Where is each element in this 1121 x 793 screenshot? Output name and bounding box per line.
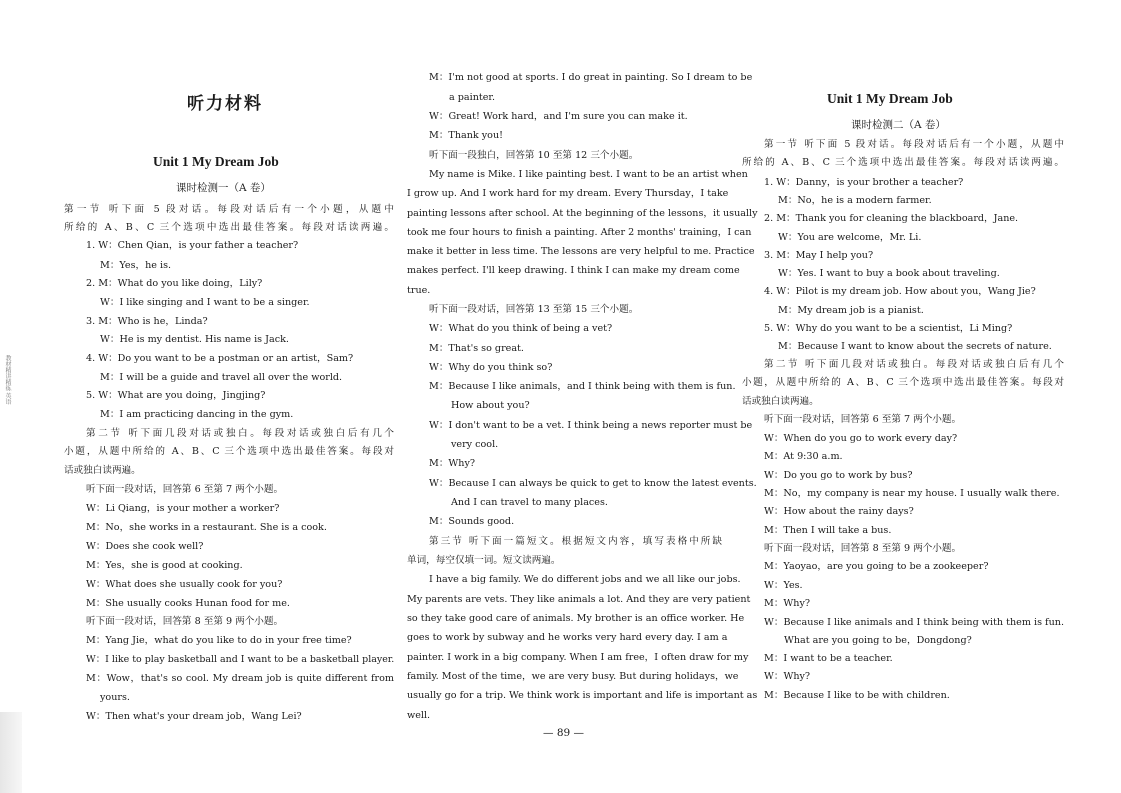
dialogue-line: W：You are welcome，Mr. Li. (778, 232, 922, 243)
dialogue-line: M：No，she works in a restaurant. She is a cook. (86, 522, 327, 533)
dialogue-line: W：Because I like animals and I think being with them is fun. (764, 617, 1064, 628)
dialogue-line: M：Because I want to know about the secrets of nature. (778, 341, 1052, 352)
dialogue-line: M：I want to be a teacher. (764, 653, 893, 664)
dialogue-line: W：He is my dentist. His name is Jack. (100, 334, 289, 345)
dialogue-line: 1. W：Danny，is your brother a teacher? (764, 177, 964, 188)
dialogue-line: W：Great! Work hard，and I'm sure you can make it. (429, 111, 688, 122)
passage-line: makes perfect. I'll keep drawing. I think I can make my dream come (407, 265, 740, 276)
dialogue-line: W：What do you think of being a vet? (429, 323, 613, 334)
passage-line: took me four hours to finish a painting. After 2 months' training，I can (407, 227, 752, 238)
dialogue-line: 4. W：Pilot is my dream job. How about you，Wang Jie? (764, 286, 1036, 297)
instruction-line: 听下面一段独白，回答第 10 至第 12 三个小题。 (429, 150, 639, 161)
dialogue-line: very cool. (451, 439, 499, 450)
dialogue-line: M：Yang Jie，what do you like to do in your free time? (86, 635, 352, 646)
unit-title: Unit 1 My Dream Job (827, 91, 953, 106)
passage-line: family. Most of the time，we are very busy. But during holidays，we (407, 671, 739, 682)
section-header: 第三节 听下面一篇短文。根据短文内容，填写表格中所缺 (429, 536, 722, 547)
section-text: 所给的 A、B、C 三个选项中选出最佳答案。每段对话读两遍。 (742, 157, 1064, 168)
dialogue-line: M：She usually cooks Hunan food for me. (86, 598, 290, 609)
passage-line: I have a big family. We do different jobs and we all like our jobs. (429, 574, 741, 585)
dialogue-line: M：No，he is a modern farmer. (778, 195, 932, 206)
dialogue-line: 5. W：Why do you want to be a scientist，Li Ming? (764, 323, 1013, 334)
dialogue-line: 1. W：Chen Qian，is your father a teacher? (86, 240, 299, 251)
section-header: 第一节 听下面 5 段对话。每段对话后有一个小题，从题中 (64, 204, 394, 215)
dialogue-line: W：I like singing and I want to be a singer. (100, 297, 310, 308)
dialogue-line: 3. M：May I help you? (764, 250, 874, 261)
passage-line: My name is Mike. I like painting best. I want to be an artist when (429, 169, 748, 180)
instruction-line: 听下面一段对话，回答第 6 至第 7 两个小题。 (764, 414, 962, 425)
dialogue-line: W：Why do you think so? (429, 362, 553, 373)
dialogue-line: M：Wow，that's so cool. My dream job is quite different from (86, 673, 394, 684)
instruction-line: 听下面一段对话，回答第 8 至第 9 两个小题。 (764, 543, 962, 554)
passage-line: true. (407, 285, 431, 296)
dialogue-line: M：Thank you! (429, 130, 503, 141)
dialogue-line: W：Yes. (764, 580, 803, 591)
dialogue-line: M：No，my company is near my house. I usually walk there. (764, 488, 1060, 499)
section-text: 小题，从题中所给的 A、B、C 三个选项中选出最佳答案。每段对 (742, 377, 1064, 388)
instruction-line: 听下面一段对话，回答第 13 至第 15 三个小题。 (429, 304, 639, 315)
dialogue-line: What are you going to be，Dongdong? (784, 635, 972, 646)
passage-line: goes to work by subway and he works very hard every day. I am a (407, 632, 728, 643)
dialogue-line: W：I like to play basketball and I want to be a basketball player. (86, 654, 395, 665)
dialogue-line: M：Yaoyao，are you going to be a zookeeper? (764, 561, 989, 572)
test-title: 课时检测二（A 卷） (851, 119, 946, 131)
test-title: 课时检测一（A 卷） (176, 182, 271, 194)
page-number: — 89 — (543, 727, 585, 739)
dialogue-line: yours. (100, 692, 130, 703)
dialogue-line: W：I don't want to be a vet. I think being a news reporter must be (429, 420, 753, 431)
dialogue-line: M：At 9:30 a.m. (764, 451, 843, 462)
passage-line: make it better in less time. The lessons are very helpful to me. Practice (407, 246, 755, 257)
section-text: 话或独白读两遍。 (742, 396, 819, 407)
instruction-line: 听下面一段对话，回答第 6 至第 7 两个小题。 (86, 484, 284, 495)
dialogue-line: M：I will be a guide and travel all over the world. (100, 372, 343, 383)
dialogue-line: W：Do you go to work by bus? (764, 470, 913, 481)
instruction-line: 听下面一段对话，回答第 8 至第 9 两个小题。 (86, 616, 284, 627)
dialogue-line: 5. W：What are you doing，Jingjing? (86, 390, 266, 401)
section-text: 单词，每空仅填一词。短文读两遍。 (407, 555, 561, 566)
dialogue-line: M：Because I like to be with children. (764, 690, 950, 701)
dialogue-line: W：Does she cook well? (86, 541, 204, 552)
dialogue-line: W：Why? (764, 671, 811, 682)
dialogue-line: And I can travel to many places. (451, 497, 608, 508)
dialogue-line: M：Why? (429, 458, 476, 469)
section-text: 小题，从题中所给的 A、B、C 三个选项中选出最佳答案。每段对 (64, 446, 394, 457)
passage-line: I grow up. And I work hard for my dream. Every Thursday，I take (407, 188, 729, 199)
dialogue-line: 2. M：What do you like doing，Lily? (86, 278, 263, 289)
dialogue-line: M：My dream job is a pianist. (778, 305, 924, 316)
dialogue-line: M：I am practicing dancing in the gym. (100, 409, 294, 420)
dialogue-line: W：Because I can always be quick to get to know the latest events. (429, 478, 757, 489)
section-header: 第二节 听下面几段对话或独白。每段对话或独白后有几个 (86, 428, 394, 439)
section-header: 第一节 听下面 5 段对话。每段对话后有一个小题，从题中 (764, 139, 1064, 150)
passage-line: usually go for a trip. We think work is important and life is important as (407, 690, 758, 701)
page-corner-shadow (0, 712, 22, 793)
dialogue-line: M：Yes，he is. (100, 260, 172, 271)
side-note: 教材精讲精练 英语 (4, 355, 11, 405)
passage-line: so they take good care of animals. My brother is an office worker. He (407, 613, 745, 624)
dialogue-line: 4. W：Do you want to be a postman or an artist，Sam? (86, 353, 354, 364)
dialogue-line: M：Yes，she is good at cooking. (86, 560, 243, 571)
unit-title: Unit 1 My Dream Job (153, 154, 279, 169)
dialogue-line: W：Then what's your dream job，Wang Lei? (86, 711, 302, 722)
dialogue-line: 3. M：Who is he，Linda? (86, 316, 208, 327)
dialogue-line: a painter. (449, 92, 495, 103)
dialogue-line: M：Then I will take a bus. (764, 525, 892, 536)
section-text: 所给的 A、B、C 三个选项中选出最佳答案。每段对话读两遍。 (64, 222, 394, 233)
dialogue-line: M：Sounds good. (429, 516, 515, 527)
dialogue-line: M：Because I like animals，and I think being with them is fun. (429, 381, 736, 392)
dialogue-line: 2. M：Thank you for cleaning the blackboard，Jane. (764, 213, 1019, 224)
dialogue-line: W：How about the rainy days? (764, 506, 914, 517)
dialogue-line: How about you? (451, 400, 530, 411)
dialogue-line: W：What does she usually cook for you? (86, 579, 283, 590)
page-title: 听力材料 (187, 94, 263, 114)
dialogue-line: W：Li Qiang，is your mother a worker? (86, 503, 280, 514)
dialogue-line: M：I'm not good at sports. I do great in painting. So I dream to be (429, 72, 753, 83)
section-header: 第二节 听下面几段对话或独白。每段对话或独白后有几个 (764, 359, 1064, 370)
section-text: 话或独白读两遍。 (64, 465, 141, 476)
dialogue-line: M：That's so great. (429, 343, 524, 354)
passage-line: painting lessons after school. At the beginning of the lessons，it usually (407, 208, 758, 219)
passage-line: well. (407, 710, 431, 721)
dialogue-line: M：Why? (764, 598, 811, 609)
passage-line: My parents are vets. They like animals a lot. And they are very patient (407, 594, 751, 605)
dialogue-line: W：When do you go to work every day? (764, 433, 958, 444)
dialogue-line: W：Yes. I want to buy a book about traveling. (778, 268, 1000, 279)
passage-line: painter. I work in a big company. When I am free，I often draw for my (407, 652, 749, 663)
